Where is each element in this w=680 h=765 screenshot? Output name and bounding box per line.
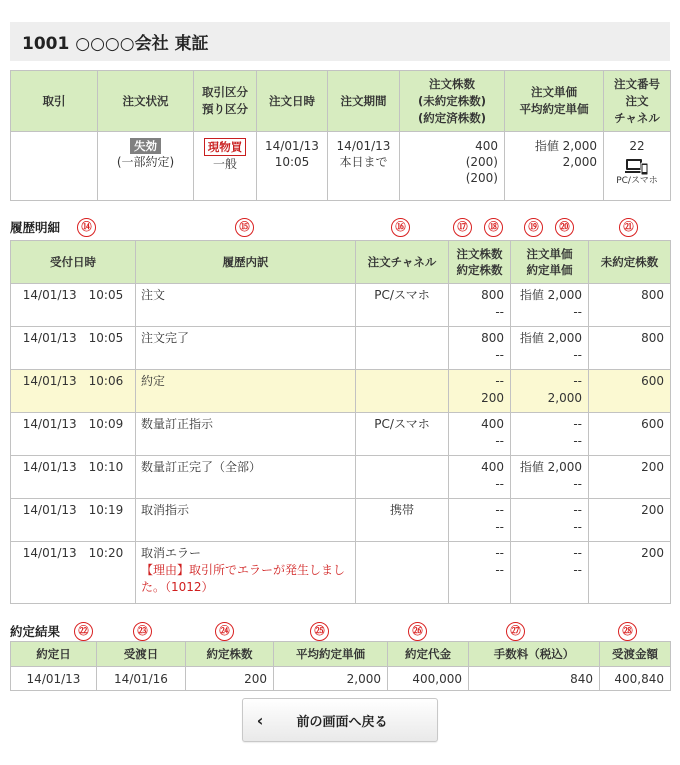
marker-23: ㉓	[133, 622, 152, 641]
order-summary-table	[10, 70, 671, 201]
history-row: 14/01/13 10:10 数量訂正完了（全部） 400 -- 指値 2,000 -- 200	[11, 456, 671, 499]
back-button[interactable]	[242, 698, 438, 742]
price-cell: 指値 2,000 2,000	[505, 132, 604, 201]
channel-label: PC/スマホ	[616, 176, 658, 186]
history-row: 14/01/13 10:09 数量訂正指示 PC/スマホ 400 -- -- -- 600	[11, 413, 671, 456]
account-type: 一般	[212, 157, 237, 171]
history-row: 14/01/13 10:05 注文 PC/スマホ 800 -- 指値 2,000 -- 800	[11, 284, 671, 327]
marker-15: ⑮	[235, 218, 254, 237]
pc-smartphone-icon	[625, 158, 649, 176]
status-cell	[98, 132, 194, 201]
col-header-remaining: 未約定株数	[589, 241, 671, 284]
marker-20: ⑳	[555, 218, 574, 237]
col-header-fee: 手数料（税込）	[469, 642, 600, 667]
marker-24: ㉔	[215, 622, 234, 641]
period-cell: 14/01/13 本日まで	[328, 132, 400, 201]
history-table	[10, 240, 671, 604]
back-button-label: 前の画面へ戻る	[296, 714, 388, 730]
marker-22: ㉒	[74, 622, 93, 641]
order-number: 22	[629, 139, 645, 153]
col-header-channel: 注文チャネル	[356, 241, 449, 284]
col-header-status: 注文状況	[98, 71, 194, 132]
col-header-exec-date: 約定日	[11, 642, 97, 667]
marker-21: ㉑	[619, 218, 638, 237]
category-badge: 現物買	[204, 138, 247, 156]
col-header-category: 取引区分 預り区分	[194, 71, 257, 132]
col-header-settle-amount: 受渡金額	[600, 642, 671, 667]
status-badge: 失効	[130, 138, 161, 154]
marker-18: ⑱	[484, 218, 503, 237]
col-header-settle-date: 受渡日	[97, 642, 186, 667]
marker-27: ㉗	[506, 622, 525, 641]
error-message: 【理由】取引所でエラーが発生しまし	[141, 563, 346, 577]
qty-cell: 400 (200) (200)	[400, 132, 505, 201]
col-header-exec-qty: 約定株数	[186, 642, 274, 667]
col-header-qty: 注文株数 (未約定株数) (約定済株数)	[400, 71, 505, 132]
col-header-exec-amount: 約定代金	[388, 642, 469, 667]
marker-16: ⑯	[391, 218, 410, 237]
col-header-received: 受付日時	[11, 241, 136, 284]
execution-table	[10, 641, 671, 691]
col-header-datetime: 注文日時	[257, 71, 328, 132]
marker-26: ㉖	[408, 622, 427, 641]
col-header-order-number: 注文番号 注文 チャネル	[604, 71, 671, 132]
col-header-torihiki: 取引	[11, 71, 98, 132]
marker-25: ㉕	[310, 622, 329, 641]
col-header-period: 注文期間	[328, 71, 400, 132]
history-row-error: 14/01/13 10:20 取消エラー 【理由】取引所でエラーが発生しまし た。（1012） -- -- -- -- 200	[11, 542, 671, 604]
order-row	[11, 132, 671, 201]
page-title: 1001 ○○○○会社 東証	[10, 22, 670, 61]
execution-row: 14/01/13 14/01/16 200 2,000 400,000 840 400,840	[11, 667, 671, 691]
col-header-price: 注文単価 平均約定単価	[505, 71, 604, 132]
execution-section-label: 約定結果	[10, 624, 61, 639]
marker-17: ⑰	[453, 218, 472, 237]
status-note: (一部約定)	[116, 155, 175, 169]
marker-19: ⑲	[524, 218, 543, 237]
col-header-avg-price: 平均約定単価	[274, 642, 388, 667]
torihiki-cell	[11, 132, 98, 201]
col-header-qty: 注文株数 約定株数	[449, 241, 511, 284]
marker-28: ㉘	[618, 622, 637, 641]
chevron-left-icon: ‹	[256, 710, 264, 730]
history-row: 14/01/13 10:19 取消指示 携帯 -- -- -- -- 200	[11, 499, 671, 542]
marker-14: ⑭	[77, 218, 96, 237]
col-header-content: 履歴内訳	[136, 241, 356, 284]
history-row: 14/01/13 10:05 注文完了 800 -- 指値 2,000 -- 800	[11, 327, 671, 370]
datetime-cell: 14/01/13 10:05	[257, 132, 328, 201]
history-row-executed: 14/01/13 10:06 約定 -- 200 -- 2,000 600	[11, 370, 671, 413]
order-number-cell	[604, 132, 671, 201]
category-cell	[194, 132, 257, 201]
col-header-price: 注文単価 約定単価	[511, 241, 589, 284]
history-section-label: 履歴明細	[10, 220, 61, 235]
